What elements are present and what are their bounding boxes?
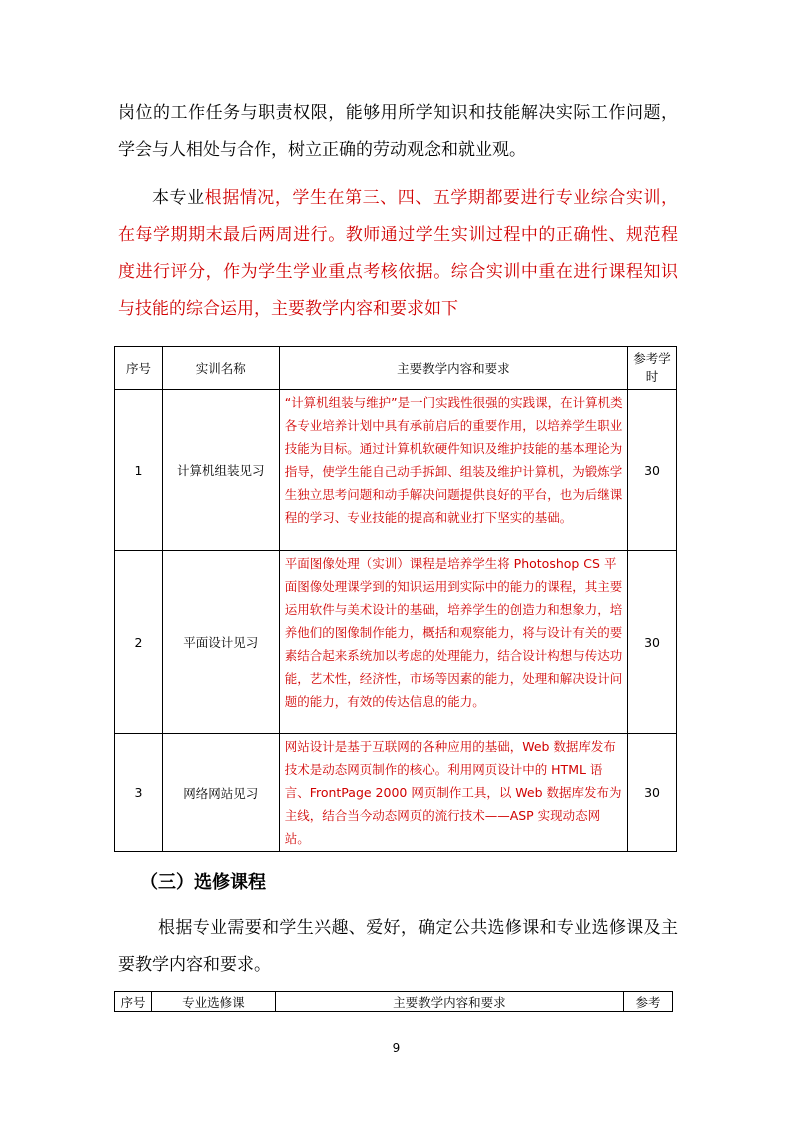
row-content: “计算机组装与维护”是一门实践性很强的实践课，在计算机类各专业培养计划中具有承前启后的重要作用，以培养学生职业技能为目标。通过计算机软硬件知识及维护技能的基本理论为指导，使学生能自己动手拆卸、组装及维护计算机，为锻炼学生独立思考问题和动手解决问题提供良好的平台，也为后继课程的学习、专业技能的提高和就业打下坚实的基础。 <box>279 390 627 551</box>
header-elective: 专业选修课 <box>151 992 275 1012</box>
table-row <box>115 551 677 734</box>
paragraph-3: 根据专业需要和学生兴趣、爱好，确定公共选修课和专业选修课及主要教学内容和要求。 <box>118 918 678 975</box>
row-name: 平面设计见习 <box>162 551 279 734</box>
header-reference: 参考 <box>624 992 673 1012</box>
row-no: 2 <box>115 551 163 734</box>
header-hours: 参考学时 <box>628 347 677 390</box>
page-number: 9 <box>392 1041 401 1055</box>
table-row <box>115 390 677 551</box>
row-no: 1 <box>115 390 163 551</box>
row-content: 平面图像处理（实训）课程是培养学生将 Photoshop CS 平面图像处理课学到的知识运用到实际中的能力的课程，其主要运用软件与美术设计的基础，培养学生的创造力和想象力，培养他们的图像制作能力，概括和观察能力，将与设计有关的要素结合起来系统加以考虑的处理能力，结合设计构想与传达功能，艺术性，经济性，市场等因素的能力，处理和解决设计问题的能力，有效的传达信息的能力。 <box>279 551 627 734</box>
row-no: 3 <box>115 734 163 852</box>
row-hours: 30 <box>628 551 677 734</box>
table-header-row <box>115 992 673 1012</box>
header-content: 主要教学内容和要求 <box>275 992 623 1012</box>
header-no: 序号 <box>115 347 163 390</box>
header-name: 实训名称 <box>162 347 279 390</box>
section-heading: （三）选修课程 <box>140 872 266 893</box>
elective-table <box>114 991 673 1012</box>
header-content: 主要教学内容和要求 <box>279 347 627 390</box>
row-name: 计算机组装见习 <box>162 390 279 551</box>
row-content: 网站设计是基于互联网的各种应用的基础，Web 数据库发布技术是动态网页制作的核心。利用网页设计中的 HTML 语言、FrontPage 2000 网页制作工具，以 Web 数据库发布为主线，结合当今动态网页的流行技术——ASP 实现动态网站。 <box>279 734 627 852</box>
row-hours: 30 <box>628 734 677 852</box>
header-no: 序号 <box>115 992 152 1012</box>
table-row <box>115 734 677 852</box>
row-name: 网络网站见习 <box>162 734 279 852</box>
table-header-row <box>115 347 677 390</box>
paragraph-1: 岗位的工作任务与职责权限，能够用所学知识和技能解决实际工作问题，学会与人相处与合作，树立正确的劳动观念和就业观。 <box>118 103 678 160</box>
training-table <box>114 346 677 852</box>
paragraph-2-red-text: 根据情况，学生在第三、四、五学期都要进行专业综合实训，在每学期期末最后两周进行。教师通过学生实训过程中的正确性、规范程度进行评分，作为学生学业重点考核依据。综合实训中重在进行课程知识与技能的综合运用，主要教学内容和要求如下 <box>118 188 678 319</box>
paragraph-2-lead: 本专业 <box>152 188 205 208</box>
paragraph-2 <box>118 180 678 328</box>
row-hours: 30 <box>628 390 677 551</box>
